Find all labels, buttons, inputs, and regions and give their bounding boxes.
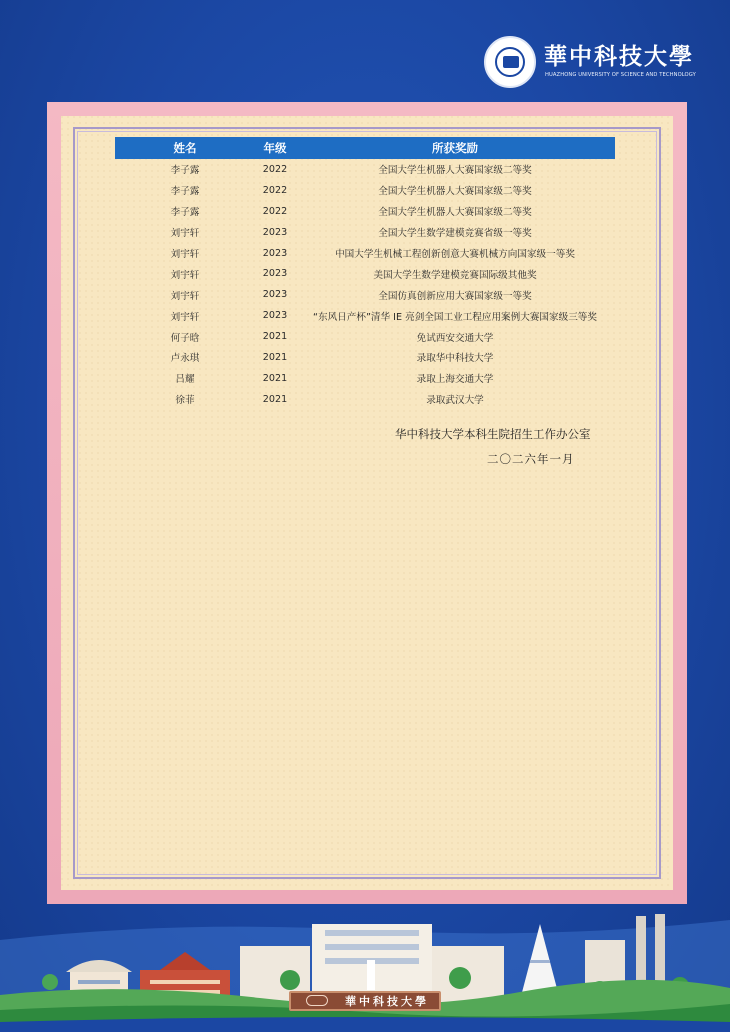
cell-grade: 2023 [262,247,288,259]
cell-award: 美国大学生数学建模竞赛国际级其他奖 [373,269,537,281]
table-row [115,201,615,222]
header-grade: 年级 [263,141,287,155]
cell-name: 吕耀 [175,374,195,386]
footer-emblem-icon [306,995,328,1006]
cell-award: 全国大学生机器人大赛国家级二等奖 [378,207,532,219]
campus-illustration [0,900,730,1032]
table-header [115,137,615,159]
cell-name: 刘宇轩 [170,228,200,240]
cell-award: 全国大学生机器人大赛国家级二等奖 [378,186,532,198]
footer-univ-name: 華中科技大學 [345,995,429,1008]
cell-award: 录取武汉大学 [426,395,484,407]
cell-grade: 2022 [262,184,288,196]
cell-grade: 2021 [262,351,288,363]
cell-name: 刘宇轩 [170,311,200,323]
university-logo [484,36,699,88]
cell-grade: 2023 [262,226,288,238]
cell-award: “东风日产杯”清华 IE 亮剑全国工业工程应用案例大赛国家级三等奖 [313,311,597,323]
awards-table [115,137,615,410]
cell-name: 刘宇轩 [170,290,200,302]
table-body [115,159,615,410]
cell-award: 全国大学生数学建模竞赛省级一等奖 [378,228,532,240]
table-row [115,180,615,201]
cell-award: 录取上海交通大学 [416,374,494,386]
table-row [115,305,615,326]
table-row [115,347,615,368]
cell-name: 何子晗 [170,332,200,344]
table-row [115,263,615,284]
cell-name: 李子露 [170,186,200,198]
cell-grade: 2023 [262,310,288,322]
cell-grade: 2022 [262,163,288,175]
cell-name: 徐菲 [175,395,195,407]
header-name: 姓名 [173,141,197,155]
cell-grade: 2021 [262,393,288,405]
cell-award: 免试西安交通大学 [416,332,494,344]
cell-award: 全国仿真创新应用大赛国家级一等奖 [378,290,532,302]
cell-grade: 2023 [262,268,288,280]
cell-name: 卢永琪 [170,353,200,365]
table-row [115,326,615,347]
table-row [115,243,615,264]
cell-grade: 2021 [262,372,288,384]
university-name-cn: 華中科技大學 [544,43,694,70]
cell-name: 刘宇轩 [170,249,200,260]
university-seal-icon [484,36,536,88]
table-row [115,222,615,243]
cell-name: 李子露 [170,165,200,177]
table-row [115,368,615,389]
cell-grade: 2021 [262,331,288,343]
cell-name: 刘宇轩 [170,269,200,281]
table-row [115,284,615,305]
cell-award: 全国大学生机器人大赛国家级二等奖 [378,165,532,177]
cell-grade: 2023 [262,289,288,301]
signature-date: 二〇二六年一月 [487,452,575,466]
cell-award: 中国大学生机械工程创新创意大赛机械方向国家级一等奖 [335,249,575,260]
cell-award: 录取华中科技大学 [416,353,494,365]
cell-name: 李子露 [170,207,200,219]
university-name-en: HUAZHONG UNIVERSITY OF SCIENCE AND TECHNOLOGY [545,72,696,78]
table-row [115,389,615,410]
table-row [115,159,615,180]
signature-organization: 华中科技大学本科生院招生工作办公室 [395,427,591,441]
header-award: 所获奖励 [432,141,478,155]
cell-grade: 2022 [262,205,288,217]
